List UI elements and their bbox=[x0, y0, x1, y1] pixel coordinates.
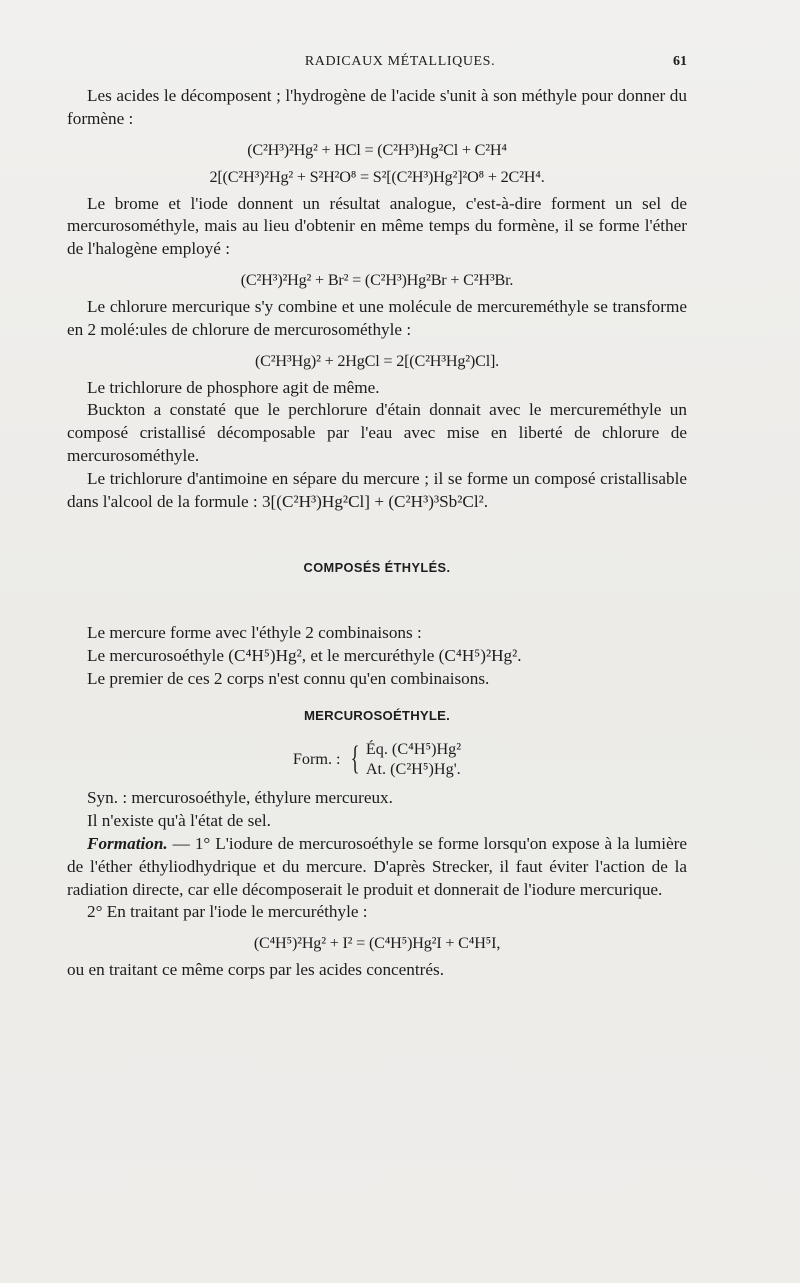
formula-block bbox=[67, 739, 687, 779]
subsection-title: MERCUROSOÉTHYLE. bbox=[303, 707, 451, 723]
paragraph: Syn. : mercurosoéthyle, éthylure mercureux. bbox=[87, 788, 393, 808]
formation-lead: Formation. bbox=[87, 833, 168, 853]
paragraph: Le mercure forme avec l'éthyle 2 combinaisons : bbox=[87, 623, 422, 643]
paragraph: Le mercurosoéthyle (C⁴H⁵)Hg², et le mercuréthyle (C⁴H⁵)²Hg². bbox=[87, 645, 522, 665]
formula-label: Form. : bbox=[292, 750, 341, 769]
paragraph: Les acides le décomposent ; l'hydrogène de l'acide s'unit à son méthyle pour donner du formène : bbox=[67, 86, 687, 128]
equation: (C²H³)²Hg² + Br² = (C²H³)Hg²Br + C²H³Br. bbox=[240, 270, 514, 289]
page-header bbox=[0, 54, 800, 78]
equation: 2[(C²H³)²Hg² + S²H²O⁸ = S²[(C²H³)Hg²]²O⁸ + 2C²H⁴. bbox=[209, 167, 545, 186]
page-content bbox=[67, 85, 687, 982]
paragraph: Le trichlorure d'antimoine en sépare du mercure ; il se forme un composé cristallisable dans l'alcool de la formule : 3[(C²H³)Hg²Cl] + (C²H³)³Sb²Cl². bbox=[67, 468, 687, 511]
running-title: RADICAUX MÉTALLIQUES. bbox=[304, 54, 496, 69]
paragraph: Le brome et l'iode donnent un résultat analogue, c'est-à-dire forment un sel de mercurosométhyle, mais au lieu d'obtenir en même temps du formène, il se forme l'éther de l'halogène employé : bbox=[67, 193, 687, 259]
paragraph: Buckton a constaté que le perchlorure d'étain donnait avec le mercureméthyle un composé cristallisé décomposable par l'eau avec mise en liberté de chlorure de mercurosométhyle. bbox=[67, 400, 687, 465]
paragraph-formation bbox=[67, 833, 687, 901]
paragraph: Le premier de ces 2 corps n'est connu qu'en combinaisons. bbox=[87, 668, 490, 688]
formula-atomic: At. (C²H⁵)Hg'. bbox=[365, 760, 461, 779]
formation-text: — 1° L'iodure de mercurosoéthyle se forme lorsqu'on expose à la lumière de l'éther éthyliodhydrique et du mercure. D'après Strecker, il faut éviter l'action de la radiation directe, car elle décomposerait le produit et donnerait de l'iodure mercurique. bbox=[67, 833, 687, 899]
brace-icon: { bbox=[350, 740, 360, 778]
paragraph: Il n'existe qu'à l'état de sel. bbox=[87, 811, 271, 831]
paragraph: ou en traitant ce même corps par les acides concentrés. bbox=[67, 960, 445, 980]
equation: (C²H³Hg)² + 2HgCl = 2[(C²H³Hg²)Cl]. bbox=[254, 351, 500, 370]
section-title: COMPOSÉS ÉTHYLÉS. bbox=[303, 560, 451, 576]
formula-lines bbox=[366, 739, 461, 779]
paragraph: 2° En traitant par l'iode le mercuréthyle : bbox=[87, 902, 368, 922]
paragraph: Le trichlorure de phosphore agit de même. bbox=[87, 377, 380, 397]
equation: (C²H³)²Hg² + HCl = (C²H³)Hg²Cl + C²H⁴ bbox=[247, 140, 507, 159]
formula-equivalent: Éq. (C⁴H⁵)Hg² bbox=[365, 740, 462, 759]
equation: (C⁴H⁵)²Hg² + I² = (C⁴H⁵)Hg²I + C⁴H⁵I, bbox=[253, 934, 501, 953]
page-number: 61 bbox=[673, 54, 687, 69]
paragraph: Le chlorure mercurique s'y combine et une molécule de mercureméthyle se transforme en 2 molé:ules de chlorure de mercurosométhyle : bbox=[67, 296, 687, 339]
